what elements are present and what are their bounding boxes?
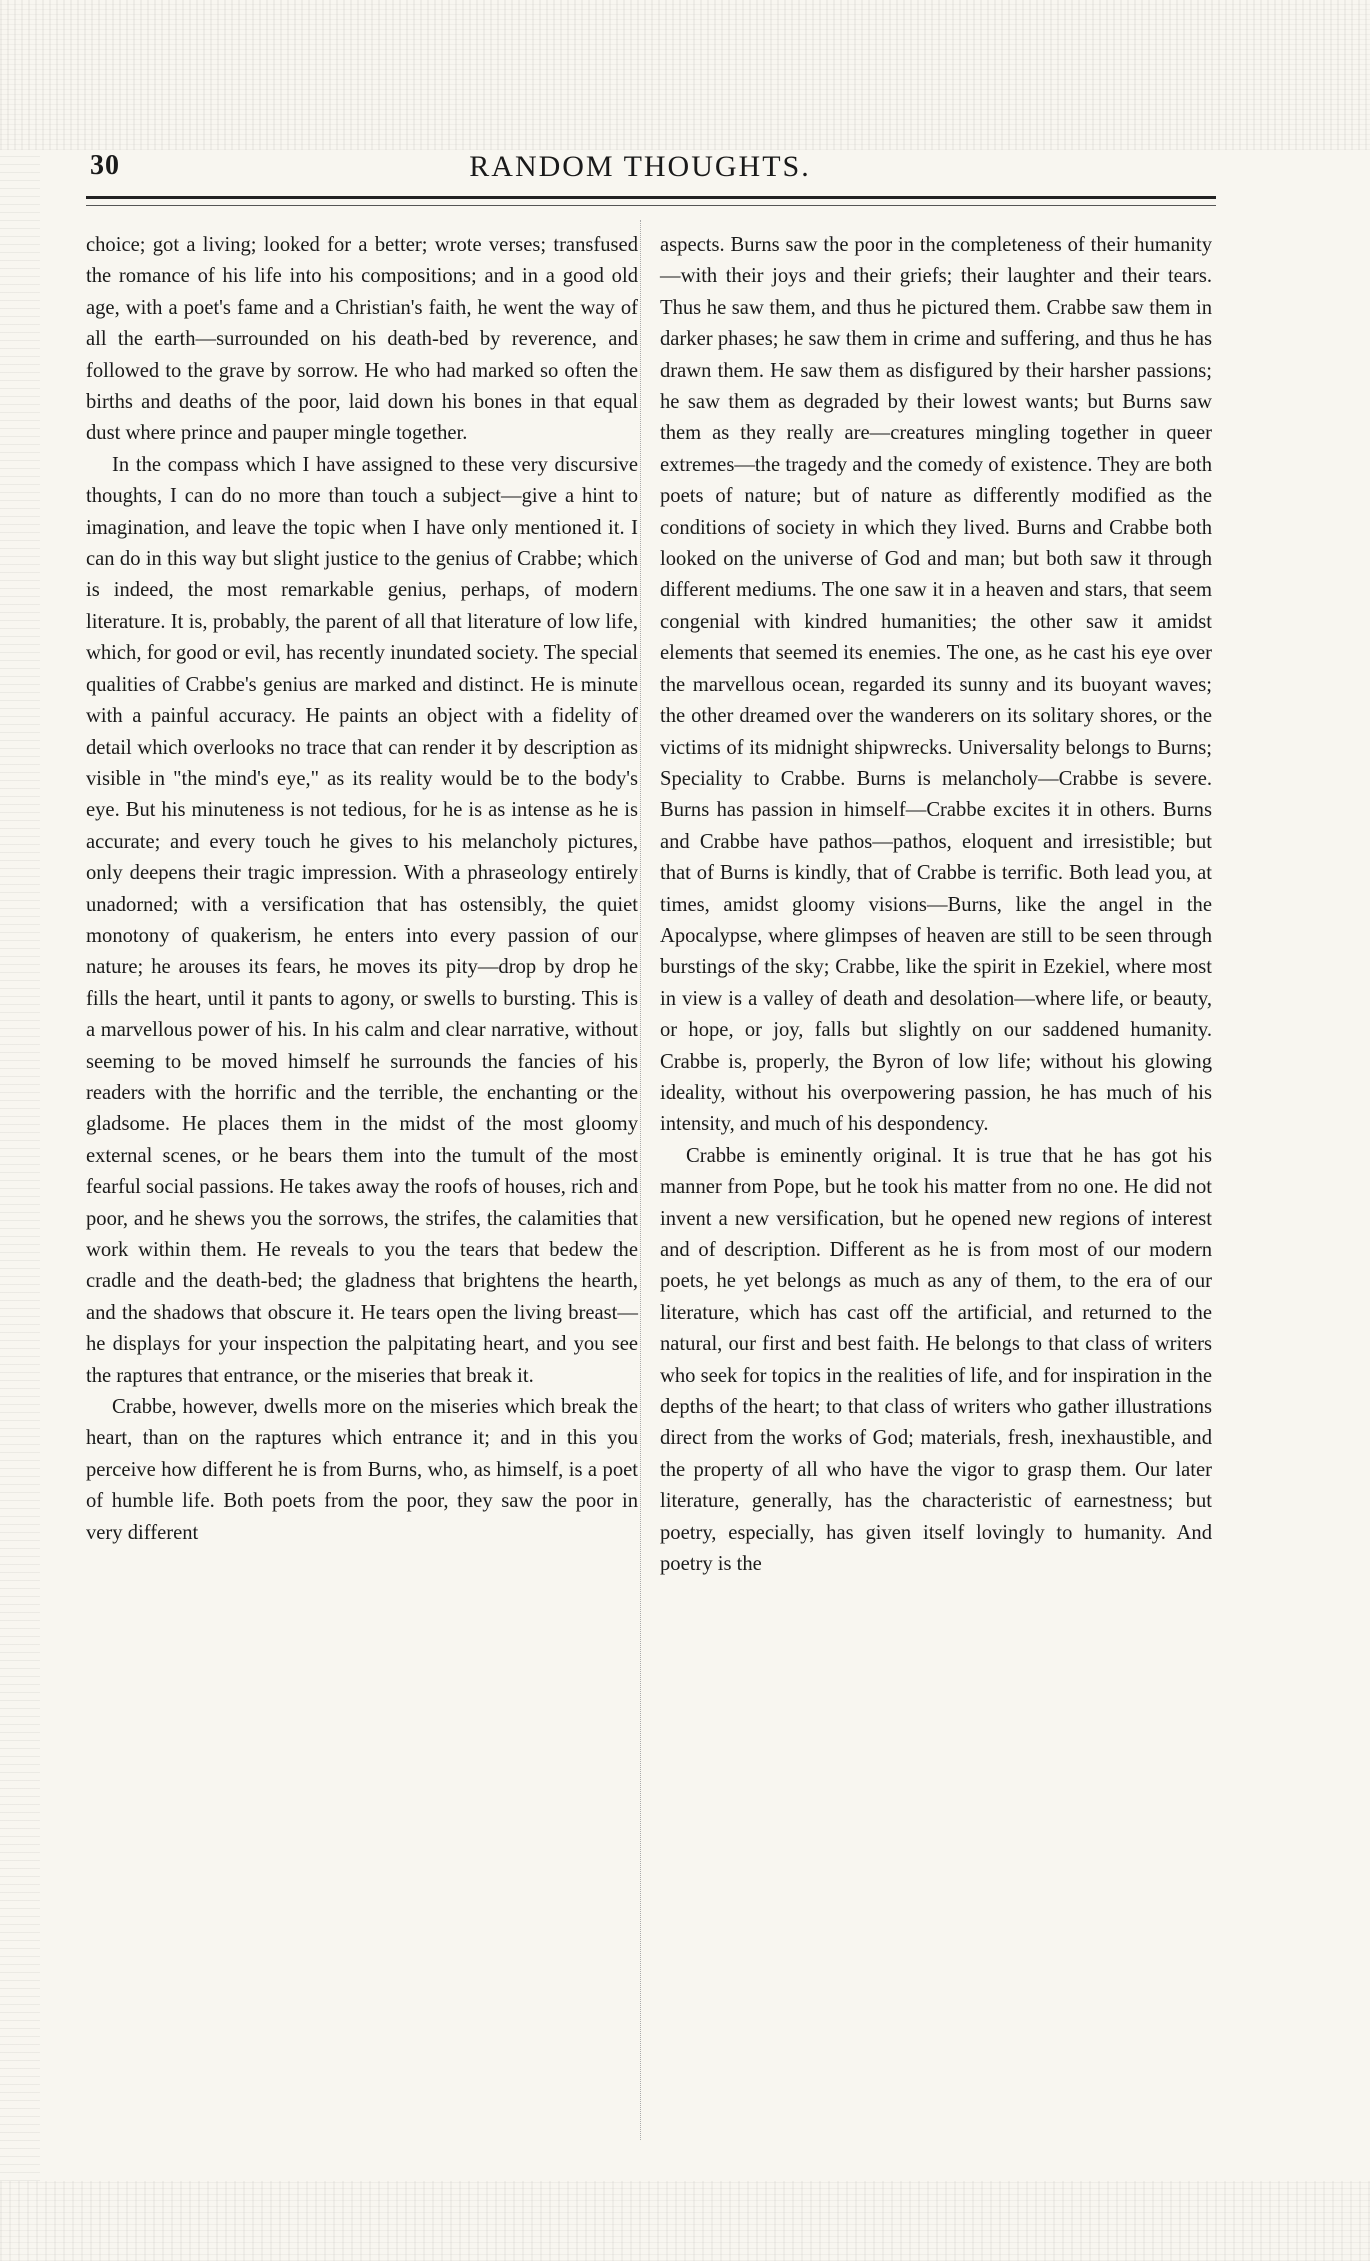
running-head	[70, 150, 1210, 190]
header-rule	[86, 196, 1216, 206]
running-title: RANDOM THOUGHTS.	[469, 150, 811, 183]
paragraph: In the compass which I have assigned to these very discursive thoughts, I can do no more than touch a subject—give a hint to imagination, and leave the topic when I have only mentioned it. I can do in this way but slight justice to the genius of Crabbe; which is indeed, the most remarkable genius, perhaps, of modern literature. It is, probably, the parent of all that literature of low life, which, for good or evil, has recently inundated society. The special qualities of Crabbe's genius are marked and distinct. He is minute with a painful accuracy. He paints an object with a fidelity of detail which overlooks no trace that can render it by description as visible in "the mind's eye," as its reality would be to the body's eye. But his minuteness is not tedious, for he is as intense as he is accurate; and every touch he gives to his melancholy pictures, only deepens their tragic impression. With a phraseology entirely unadorned; with a versification that has ostensibly, the quiet monotony of quakerism, he enters into every passion of our nature; he arouses its fears, he moves its pity—drop by drop he fills the heart, until it pants to agony, or swells to bursting. This is a marvellous power of his. In his calm and clear narrative, without seeming to be moved himself he surrounds the fancies of his readers with the horrific and the terrible, the enchanting or the gladsome. He places them in the midst of the most gloomy external scenes, or he bears them into the tumult of the most fearful social passions. He takes away the roofs of houses, rich and poor, and he shews you the sorrows, the strifes, the calamities that work within them. He reveals to you the tears that bedew the cradle and the death-bed; the gladness that brightens the hearth, and the shadows that obscure it. He tears open the living breast—he displays for your inspection the palpitating heart, and you see the raptures that entrance, or the miseries that break it.	[86, 453, 638, 1387]
scan-noise-top	[0, 0, 1370, 150]
paragraph: Crabbe is eminently original. It is true that he has got his manner from Pope, but he took his matter from no one. He did not invent a new versification, but he opened new regions of interest and of description. Different as he is from most of our modern poets, he yet belongs as much as any of them, to the era of our literature, which has cast off the artificial, and returned to the natural, our first and best faith. He belongs to that class of writers who seek for topics in the realities of life, and for inspiration in the depths of the heart; to that class of writers who gather illustrations direct from the works of God; materials, fresh, inexhaustible, and the property of all who have the vigor to grasp them. Our later literature, generally, has the characteristic of earnestness; but poetry, especially, has given itself lovingly to humanity. And poetry is the	[660, 1144, 1212, 1576]
paragraph: Crabbe, however, dwells more on the miseries which break the heart, than on the raptures which entrance it; and in this you perceive how different he is from Burns, who, as himself, is a poet of humble life. Both poets from the poor, they saw the poor in very different	[86, 1396, 638, 1544]
scan-noise-left	[0, 150, 40, 2181]
paragraph: choice; got a living; looked for a better; wrote verses; transfused the romance of his life into his compositions; and in a good old age, with a poet's fame and a Christian's faith, he went the way of all the earth—surrounded on his death-bed by reverence, and followed to the grave by sorrow. He who had marked so often the births and deaths of the poor, laid down his bones in that equal dust where prince and pauper mingle together.	[86, 234, 638, 445]
column-divider	[640, 220, 641, 2140]
right-column	[660, 230, 1212, 1580]
left-column	[86, 230, 638, 1549]
scan-noise-bottom	[0, 2181, 1370, 2261]
page-number: 30	[90, 150, 120, 181]
paragraph: aspects. Burns saw the poor in the completeness of their humanity—with their joys and their griefs; their laughter and their tears. Thus he saw them, and thus he pictured them. Crabbe saw them in darker phases; he saw them in crime and suffering, and thus he has drawn them. He saw them as disfigured by their harsher passions; he saw them as degraded by their lowest wants; but Burns saw them as they really are—creatures mingling together in queer extremes—the tragedy and the comedy of existence. They are both poets of nature; but of nature as differently modified as the conditions of society in which they lived. Burns and Crabbe both looked on the universe of God and man; but both saw it through different mediums. The one saw it in a heaven and stars, that seem congenial with kindred humanities; the other saw it amidst elements that seemed its enemies. The one, as he cast his eye over the marvellous ocean, regarded its sunny and its buoyant waves; the other dreamed over the wanderers on its solitary shores, or the victims of its midnight shipwrecks. Universality belongs to Burns; Speciality to Crabbe. Burns is melancholy—Crabbe is severe. Burns has passion in himself—Crabbe excites it in others. Burns and Crabbe have pathos—pathos, eloquent and irresistible; but that of Burns is kindly, that of Crabbe is terrific. Both lead you, at times, amidst gloomy visions—Burns, like the angel in the Apocalypse, where glimpses of heaven are still to be seen through burstings of the sky; Crabbe, like the spirit in Ezekiel, where most in view is a valley of death and desolation—where life, or beauty, or hope, or joy, falls but slightly on our saddened humanity. Crabbe is, properly, the Byron of low life; without his glowing ideality, without his overpowering passion, he has much of his intensity, and much of his despondency.	[660, 234, 1212, 1136]
